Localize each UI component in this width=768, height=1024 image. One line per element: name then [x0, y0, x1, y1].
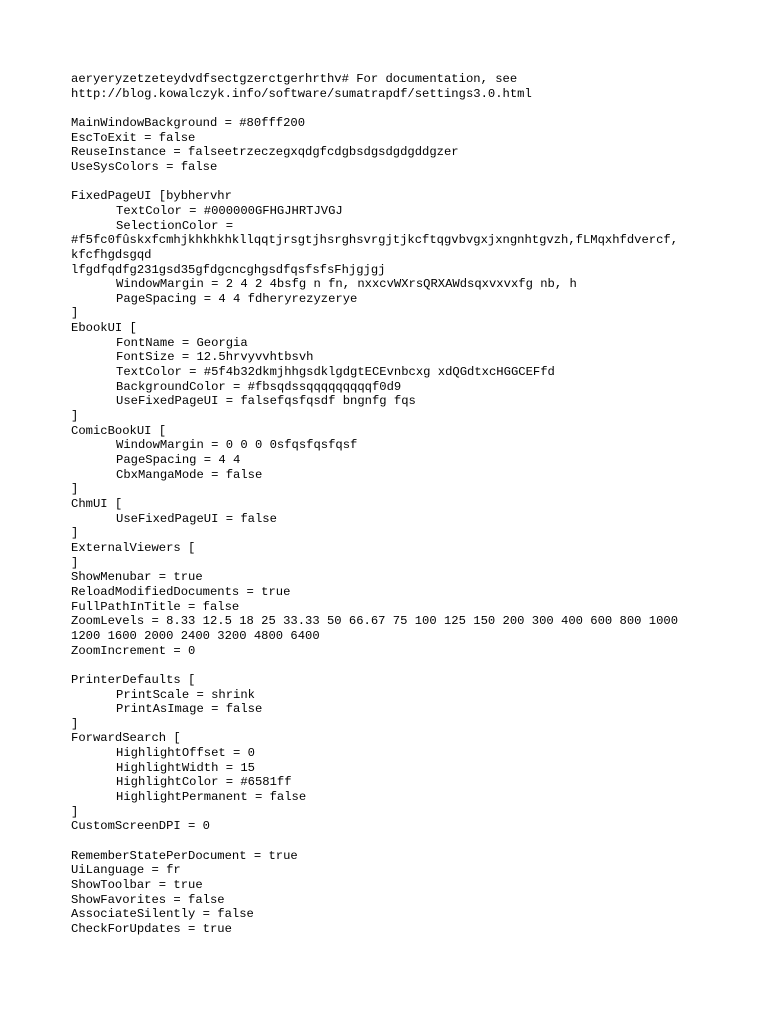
settings-line: WindowMargin = 2 4 2 4bsfg n fn, nxxcvWXrsQRXAWdsqxvxvxfg nb, h	[116, 277, 577, 292]
settings-line: CbxMangaMode = false	[116, 467, 263, 482]
settings-line: HighlightOffset = 0	[116, 746, 255, 761]
settings-line: http://blog.kowalczyk.info/software/sumatrapdf/settings3.0.html	[71, 86, 532, 101]
settings-line: FixedPageUI [bybhervhr	[71, 189, 232, 204]
settings-line: ForwardSearch [	[71, 731, 181, 746]
settings-line: ExternalViewers [	[71, 540, 196, 555]
settings-line: ]	[71, 526, 79, 541]
settings-line: FontName = Georgia	[116, 335, 248, 350]
settings-line: ReuseInstance = falseetrzeczegxqdgfcdgbsdgsdgdgddgzer	[71, 145, 459, 160]
settings-line: HighlightWidth = 15	[116, 760, 255, 775]
settings-line: aeryeryzetzeteydvdfsectgzerctgerhrthv# For documentation, see	[71, 72, 518, 86]
settings-line: ShowMenubar = true	[71, 570, 203, 585]
settings-line: UiLanguage = fr	[71, 863, 181, 878]
settings-line: ]	[71, 555, 79, 570]
settings-line: ]	[71, 409, 79, 424]
settings-line: FontSize = 12.5hrvyvvhtbsvh	[116, 350, 314, 365]
settings-line: CheckForUpdates = true	[71, 922, 232, 936]
settings-line: PageSpacing = 4 4	[116, 453, 241, 468]
settings-line: ChmUI [	[71, 497, 123, 511]
settings-line: UseSysColors = false	[71, 159, 218, 174]
settings-line: ComicBookUI [	[71, 423, 167, 438]
blank-line	[71, 101, 711, 116]
settings-line: TextColor = #5f4b32dkmjhhgsdklgdgtECEvnbcxg xdQGdtxcHGGCEFfd	[116, 365, 555, 380]
blank-line	[71, 658, 711, 673]
settings-line: ShowToolbar = true	[71, 878, 203, 893]
settings-line: ReloadModifiedDocuments = true	[71, 584, 291, 599]
settings-line: EscToExit = false	[71, 130, 196, 145]
settings-line: ]	[71, 306, 79, 321]
settings-line: ShowFavorites = false	[71, 892, 225, 907]
settings-line: ]	[71, 482, 79, 497]
settings-line: PrinterDefaults [	[71, 672, 196, 687]
settings-line: BackgroundColor = #fbsqdssqqqqqqqqqf0d9	[116, 379, 402, 394]
settings-line: HighlightColor = #6581ff	[116, 775, 292, 790]
settings-line: MainWindowBackground = #80fff200	[71, 115, 306, 130]
settings-line: EbookUI [	[71, 321, 137, 336]
settings-line: TextColor = #000000GFHGJHRTJVGJ	[116, 203, 343, 218]
settings-line: ZoomIncrement = 0	[71, 643, 196, 658]
settings-line: WindowMargin = 0 0 0 0sfqsfqsfqsf	[116, 438, 358, 453]
settings-line: ZoomLevels = 8.33 12.5 18 25 33.33 50 66.67 75 100 125 150 200 300 400 600 800 1000	[71, 614, 679, 629]
settings-document	[71, 72, 711, 937]
settings-line: AssociateSilently = false	[71, 907, 254, 922]
settings-line: CustomScreenDPI = 0	[71, 819, 210, 834]
settings-line: UseFixedPageUI = false	[116, 511, 277, 526]
blank-line	[71, 834, 711, 849]
settings-line: FullPathInTitle = false	[71, 599, 240, 614]
settings-line: kfcfhgdsgqd	[71, 247, 152, 262]
blank-line	[71, 175, 711, 190]
settings-line: PrintScale = shrink	[116, 687, 255, 702]
settings-line: SelectionColor =	[116, 218, 234, 233]
settings-line: #f5fc0fûskxfcmhjkhkhkhkllqqtjrsgtjhsrghsvrgjtjkcftqgvbvgxjxngnhtgvzh,fLMqxhfdvercf,	[71, 233, 679, 248]
settings-line: ]	[71, 804, 79, 819]
settings-line: UseFixedPageUI = falsefqsfqsdf bngnfg fqs	[116, 394, 416, 409]
settings-line: RememberStatePerDocument = true	[71, 848, 298, 863]
settings-line: 1200 1600 2000 2400 3200 4800 6400	[71, 628, 320, 643]
settings-line: lfgdfqdfg231gsd35gfdgcncghgsdfqsfsfsFhjgjgj	[71, 262, 386, 277]
settings-line: HighlightPermanent = false	[116, 790, 307, 805]
settings-line: PageSpacing = 4 4 fdheryrezyzerye	[116, 291, 358, 306]
settings-line: PrintAsImage = false	[116, 702, 263, 717]
settings-line: ]	[71, 716, 79, 731]
